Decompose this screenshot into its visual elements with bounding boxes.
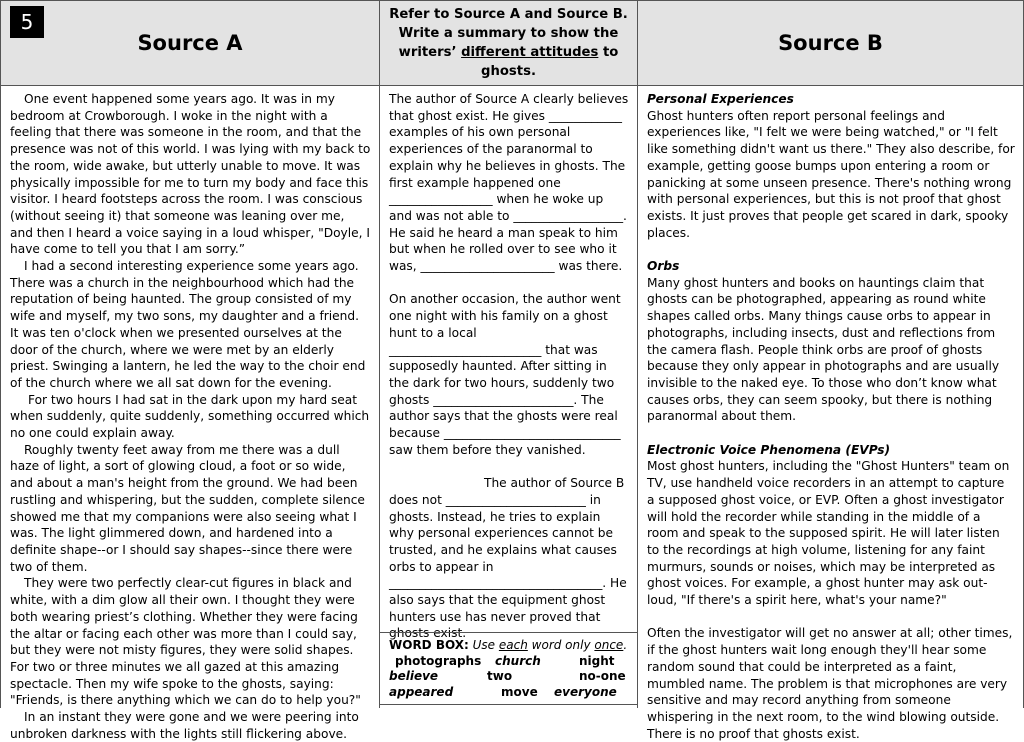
source-b-paragraph: Many ghost hunters and books on hauntings claim that ghosts can be photographed, appearing as round white shapes called orbs. Many things cause orbs to appear in photographs, including insects, dust and reflections from the camera flash. People think orbs are proof of ghosts because they only appear in photographs and are usually invisible to the naked eye. To those who don’t know what causes orbs, they can seem spooky, but there is nothing paranormal about them.	[647, 275, 1000, 424]
source-b-paragraph: Most ghost hunters, including the "Ghost Hunters" team on TV, use handheld voice recorders in an attempt to capture a supposed ghost voice, or EVP. Often a ghost investigator will hold the recorder while standing in the middle of a room and speak to the supposed spirit. He will later listen to the recordings at high volume, listening for any faint murmurs, sounds or noises, which may be interpreted as ghost voices. For example, a ghost hunter may ask out-loud, "If there's a spirit here, what's your name?"	[647, 459, 1010, 608]
summary-paragraph-1: The author of Source A clearly believes that ghost exist. He gives ____________ examples of his own personal experiences of the paranormal to explain why he believes in ghosts. The first example happened one _________________ when he woke up and was not able to __________________. He said he heard a man speak to him but when he rolled over to see who it was, ______________________ was there.	[389, 92, 629, 274]
source-b-title: Source B	[778, 31, 883, 55]
different-attitudes-emphasis: different attitudes	[461, 45, 599, 60]
word-box-instruction-once: once	[594, 638, 624, 652]
task-line-3-pre: writers’	[398, 45, 457, 60]
summary-paragraph-2: On another occasion, the author went one night with his family on a ghost hunt to a local _________________________ that was supposedly haunted. After sitting in the dark for two hours, suddenly two ghosts _______________________. The author says that the ghosts were real because _____________________________ saw them before they vanished.	[389, 292, 621, 457]
source-a-title: Source A	[137, 31, 243, 55]
word-box-label: WORD BOX:	[389, 638, 469, 652]
word-box	[379, 632, 638, 708]
word-box-bottom-rule	[379, 704, 638, 705]
word-box-word: two	[487, 669, 513, 684]
source-a-paragraph: They were two perfectly clear-cut figures in black and white, with a dim glow all their own. I thought they were both wearing priest’s clothing. Whether they were facing the altar or facing each other was more than I could say, but they were not misty figures, they were solid shapes. For two or three minutes we all gazed at this amazing spectacle. Then my wife spoke to the ghosts, saying: "Friends, is there anything which we can do to help you?"	[10, 576, 361, 708]
source-a-paragraph: For two hours I had sat in the dark upon my hard seat when suddenly, quite suddenly, something occurred which no one could explain away.	[10, 392, 370, 441]
word-box-word: church	[495, 653, 541, 668]
slide-number-badge: 5	[10, 6, 44, 38]
summary-paragraph-3: The author of Source B does not _______________________ in ghosts. Instead, he tries to explain why personal experiences cannot be trusted, and he explains what causes orbs to appear in ___________________________________. He also says that the equipment ghost hunters use has never proved that ghosts exist.	[389, 476, 627, 641]
source-b-heading: Orbs	[647, 259, 680, 274]
source-a-header	[0, 0, 380, 86]
word-box-instruction-end: .	[623, 638, 628, 652]
source-b-heading: Personal Experiences	[647, 92, 794, 106]
word-box-row	[389, 669, 629, 685]
word-box-instruction	[389, 638, 629, 654]
task-header	[379, 0, 638, 86]
word-box-word: photographs	[395, 653, 482, 668]
source-b-heading: Electronic Voice Phenomena (EVPs)	[647, 442, 891, 457]
source-b-paragraph: Ghost hunters often report personal feelings and experiences like, "I felt we were being watched," or "I felt like something didn't want us there." They also describe, for example, getting goose bumps upon entering a room or panicking at some unseen presence. There's nothing wrong with personal experiences, but this is not proof that ghost exists. It just proves that people get scared in dark, spooky places.	[647, 108, 1015, 240]
task-instructions	[381, 5, 636, 81]
source-a-text	[0, 85, 380, 741]
source-a-paragraph: I had a second interesting experience some years ago. There was a church in the neighbourhood which had the reputation of being haunted. The group consisted of my wife and myself, my two sons, my daughter and a friend. It was ten o'clock when we presented ourselves at the door of the church, where we were met by an elderly priest. Swinging a lantern, he led the way to the choir end of the church where we all sat down for the evening.	[10, 259, 366, 390]
word-box-word: everyone	[554, 684, 617, 699]
task-line-3-post: to	[602, 45, 619, 60]
word-box-instruction-mid: word only	[531, 638, 591, 652]
source-b-paragraph: Often the investigator will get no answer at all; other times, if the ghost hunters wait long enough they'll hear some random sound that could be interpreted as a faint, mumbled name. The problem is that microphones are very sensitive and may record anything from someone whispering in the next room, to the wind blowing outside. There is no proof that ghosts exist.	[647, 626, 1013, 741]
word-box-word: believe	[389, 669, 439, 684]
word-box-word: move	[501, 684, 538, 699]
task-line-3	[389, 43, 628, 62]
word-box-instruction-each: each	[498, 638, 528, 652]
word-box-instruction-pre: Use	[472, 638, 496, 652]
source-a-paragraph: One event happened some years ago. It was in my bedroom at Crowborough. I woke in the night with a feeling that there was someone in the room, and that the presence was not of this world. I was lying with my back to the room, wide awake, but utterly unable to move. It was physically impossible for me to turn my body and face this visitor. I heard footsteps across the room. I was conscious (without seeing it) that someone was leaning over me, and then I heard a voice saying in a loud whisper, "Doyle, I have come to tell you that I am sorry.”	[10, 92, 371, 257]
word-box-row	[389, 654, 629, 670]
task-line-1: Refer to Source A and Source B.	[389, 7, 628, 22]
task-line-4: ghosts.	[481, 64, 536, 79]
word-box-row	[389, 685, 629, 701]
task-line-2: Write a summary to show the	[398, 26, 619, 41]
source-a-paragraph: Roughly twenty feet away from me there was a dull haze of light, a sort of glowing cloud, a foot or so wide, and about a man's height from the ground. We had been rustling and whispering, but the sudden, complete silence showed me that my companions were also seeing what I was. The light glimmered down, and hardened into a definite shape--or I should say shapes--since there were two of them.	[10, 442, 365, 574]
summary-cloze-text	[379, 85, 638, 708]
source-a-paragraph: In an instant they were gone and we were peering into unbroken darkness with the lights still flickering above.	[10, 710, 359, 741]
source-b-header	[637, 0, 1024, 86]
word-box-word: night	[579, 653, 615, 668]
word-box-word: appeared	[389, 684, 454, 699]
source-b-text	[637, 85, 1024, 741]
word-box-word: no-one	[579, 669, 626, 684]
